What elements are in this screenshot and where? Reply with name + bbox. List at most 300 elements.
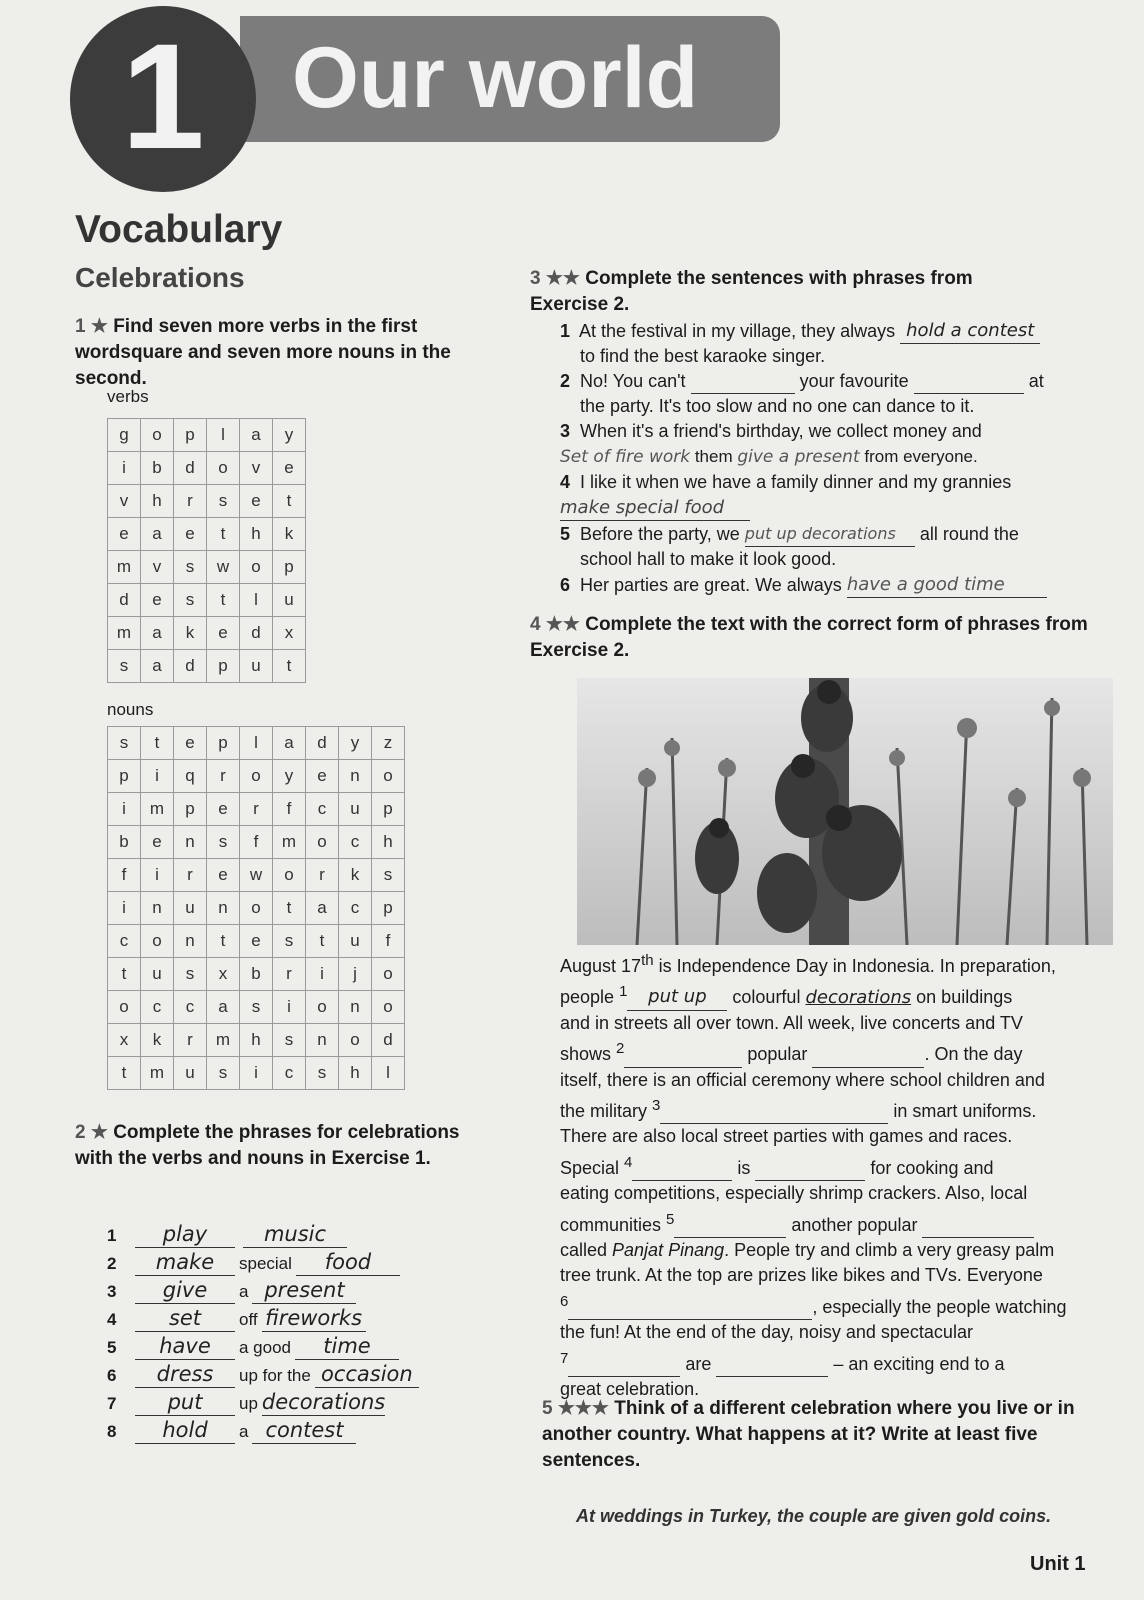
wordsquare-cell[interactable]: l [207, 419, 240, 452]
wordsquare-cell[interactable]: b [108, 826, 141, 859]
ex2-verb-answer[interactable]: give [135, 1278, 235, 1304]
s3-text-b: them [694, 447, 733, 466]
ex1-number: 1 [75, 316, 86, 337]
wordsquare-cell[interactable]: p [273, 551, 306, 584]
wordsquare-cell[interactable]: n [141, 892, 174, 925]
ex2-verb-answer[interactable]: set [135, 1306, 235, 1332]
wordsquare-cell[interactable]: e [108, 518, 141, 551]
wordsquare-cell[interactable]: o [306, 991, 339, 1024]
p14: the fun! At the end of the day, noisy and spectacular [560, 1322, 973, 1343]
ex2-verb-answer[interactable]: play [135, 1222, 235, 1248]
wordsquare-cell[interactable]: a [207, 991, 240, 1024]
wordsquare-cell[interactable]: t [141, 727, 174, 760]
ex4-stars: ★★ [545, 614, 580, 635]
ex4-number: 4 [530, 614, 541, 635]
wordsquare-cell[interactable]: t [273, 892, 306, 925]
ex2-item-number: 3 [107, 1282, 117, 1301]
wordsquare-cell[interactable]: e [207, 859, 240, 892]
wordsquare-cell[interactable]: k [141, 1024, 174, 1057]
gap-5-number: 5 [666, 1210, 675, 1228]
ex4-instruction: Complete the text with the correct form of phrases from Exercise 2. [530, 614, 1088, 661]
wordsquare-cell[interactable]: o [108, 991, 141, 1024]
wordsquare-cell[interactable]: d [372, 1024, 405, 1057]
wordsquare-cell[interactable]: p [372, 892, 405, 925]
wordsquare-cell[interactable]: n [207, 892, 240, 925]
wordsquare-cell[interactable]: v [141, 551, 174, 584]
wordsquare-cell[interactable]: m [108, 617, 141, 650]
wordsquare-cell[interactable]: n [174, 826, 207, 859]
wordsquare-cell[interactable]: r [273, 958, 306, 991]
ex2-instruction: Complete the phrases for celebrations with the verbs and nouns in Exercise 1. [75, 1122, 460, 1169]
ex3-number: 3 [530, 268, 541, 289]
wordsquare-cell[interactable]: o [141, 419, 174, 452]
ex3-sentence-2: 2 No! You can't your favourite at [560, 369, 1100, 394]
ex4-text [560, 948, 1105, 1403]
wordsquare-cell[interactable]: c [174, 991, 207, 1024]
wordsquare-cell[interactable]: c [273, 1057, 306, 1090]
wordsquare-cell[interactable]: o [240, 551, 273, 584]
ex2-item-number: 4 [107, 1310, 117, 1329]
wordsquare-cell[interactable]: i [240, 1057, 273, 1090]
ex2-noun-answer[interactable]: music [243, 1222, 347, 1248]
wordsquare-row [108, 650, 306, 683]
wordsquare-row [108, 1024, 405, 1057]
wordsquare-cell[interactable]: x [273, 617, 306, 650]
wordsquare-cell[interactable]: s [240, 991, 273, 1024]
wordsquare-cell[interactable]: e [240, 925, 273, 958]
wordsquare-cell[interactable]: m [207, 1024, 240, 1057]
ex2-item [107, 1362, 507, 1390]
wordsquare-cell[interactable]: p [108, 760, 141, 793]
wordsquare-cell[interactable]: m [273, 826, 306, 859]
wordsquare-cell[interactable]: e [207, 793, 240, 826]
wordsquare-cell[interactable]: r [207, 760, 240, 793]
s4-text: I like it when we have a family dinner and my grannies [580, 472, 1012, 492]
ex2-verb-answer[interactable]: have [135, 1334, 235, 1360]
s3-answer-2[interactable]: give a present [737, 447, 860, 467]
wordsquare-cell[interactable]: s [306, 1057, 339, 1090]
wordsquare-cell[interactable]: t [207, 518, 240, 551]
ex2-item [107, 1390, 507, 1418]
verbs-wordsquare [107, 418, 306, 683]
wordsquare-cell[interactable]: p [174, 419, 207, 452]
wordsquare-cell[interactable]: d [174, 650, 207, 683]
wordsquare-cell[interactable]: y [273, 760, 306, 793]
wordsquare-cell[interactable]: m [108, 551, 141, 584]
wordsquare-cell[interactable]: l [372, 1057, 405, 1090]
wordsquare-row [108, 452, 306, 485]
wordsquare-cell[interactable]: d [108, 584, 141, 617]
wordsquare-cell[interactable]: u [141, 958, 174, 991]
wordsquare-row [108, 859, 405, 892]
wordsquare-cell[interactable]: i [141, 859, 174, 892]
wordsquare-cell[interactable]: a [306, 892, 339, 925]
wordsquare-cell[interactable]: c [141, 991, 174, 1024]
wordsquare-cell[interactable]: t [207, 925, 240, 958]
wordsquare-row [108, 727, 405, 760]
wordsquare-cell[interactable]: o [372, 760, 405, 793]
s6-text: Her parties are great. We always [580, 575, 842, 595]
wordsquare-cell[interactable]: s [207, 1057, 240, 1090]
wordsquare-cell[interactable]: r [174, 1024, 207, 1057]
wordsquare-cell[interactable]: h [372, 826, 405, 859]
p6b: in smart uniforms. [888, 1101, 1037, 1122]
s2-text-d: the party. It's too slow and no one can dance to it. [580, 396, 975, 416]
p16: great celebration. [560, 1379, 700, 1400]
wordsquare-cell[interactable]: h [240, 518, 273, 551]
s5-text-c: school hall to make it look good. [580, 549, 837, 569]
section-title: Vocabulary [75, 208, 283, 251]
wordsquare-cell[interactable]: b [141, 452, 174, 485]
wordsquare-cell[interactable]: o [306, 826, 339, 859]
p8b: is [732, 1157, 756, 1178]
wordsquare-cell[interactable]: s [207, 485, 240, 518]
nouns-label: nouns [107, 700, 154, 719]
wordsquare-cell[interactable]: i [108, 793, 141, 826]
wordsquare-cell[interactable]: a [141, 617, 174, 650]
ex2-noun-answer[interactable]: food [296, 1250, 400, 1276]
wordsquare-cell[interactable]: u [339, 793, 372, 826]
ex2-verb-answer[interactable]: hold [135, 1418, 235, 1444]
wordsquare-cell[interactable]: o [141, 925, 174, 958]
wordsquare-cell[interactable]: s [174, 551, 207, 584]
wordsquare-cell[interactable]: c [339, 892, 372, 925]
p2b: colourful [727, 987, 806, 1008]
ex2-verb-answer[interactable]: make [135, 1250, 235, 1276]
wordsquare-cell[interactable]: s [174, 958, 207, 991]
ex5-example: At weddings in Turkey, the couple are given gold coins. [576, 1506, 1052, 1526]
p2c: on buildings [911, 987, 1013, 1008]
ex2-item-text: up for the [239, 1366, 311, 1385]
wordsquare-cell[interactable]: w [207, 551, 240, 584]
ex2-noun-answer[interactable]: occasion [315, 1362, 419, 1388]
wordsquare-cell[interactable]: s [108, 650, 141, 683]
ex2-item [107, 1278, 507, 1306]
ex2-item-number: 5 [107, 1338, 117, 1357]
wordsquare-cell[interactable]: s [273, 1024, 306, 1057]
s5-text-b: all round the [919, 524, 1019, 544]
p6a: the military [560, 1101, 653, 1122]
s3-text-c: from everyone. [864, 447, 978, 466]
ex3-sentence-6: 6 Her parties are great. We always have a good time [560, 572, 1100, 598]
ex3-sentence-3: 3 When it's a friend's birthday, we collect money and [560, 421, 982, 441]
ex3-stars: ★★ [545, 268, 580, 289]
wordsquare-row [108, 617, 306, 650]
ex4-instruction-block [530, 612, 1090, 664]
wordsquare-cell[interactable]: i [108, 452, 141, 485]
wordsquare-cell[interactable]: e [240, 485, 273, 518]
ex2-item-text: a [239, 1282, 249, 1301]
ex2-stars: ★ [90, 1122, 108, 1143]
wordsquare-row [108, 1057, 405, 1090]
wordsquare-cell[interactable]: u [240, 650, 273, 683]
ex2-item-text [235, 1226, 243, 1245]
ex2-item-text: up [239, 1394, 258, 1413]
s5-answer[interactable]: put up decorations [745, 521, 915, 547]
gap-3-number: 3 [652, 1097, 661, 1115]
wordsquare-cell[interactable]: x [207, 958, 240, 991]
s3-answer-1[interactable]: Set of fire work [560, 447, 691, 467]
wordsquare-cell[interactable]: e [306, 760, 339, 793]
ex2-item-number: 2 [107, 1254, 117, 1273]
wordsquare-cell[interactable]: i [141, 760, 174, 793]
ex2-phrase-list [107, 1222, 507, 1446]
wordsquare-cell[interactable]: s [108, 727, 141, 760]
unit-number: 1 [70, 6, 256, 192]
wordsquare-cell[interactable]: t [108, 958, 141, 991]
wordsquare-cell[interactable]: p [207, 727, 240, 760]
ex2-noun-answer[interactable]: contest [252, 1418, 356, 1444]
p11b: . People try and climb a very greasy palm [724, 1240, 1055, 1261]
wordsquare-cell[interactable]: a [141, 518, 174, 551]
ex2-number: 2 [75, 1122, 86, 1143]
wordsquare-cell[interactable]: b [240, 958, 273, 991]
wordsquare-cell[interactable]: u [339, 925, 372, 958]
wordsquare-cell[interactable]: k [273, 518, 306, 551]
wordsquare-cell[interactable]: k [339, 859, 372, 892]
wordsquare-cell[interactable]: u [273, 584, 306, 617]
ex2-item [107, 1334, 507, 1362]
wordsquare-row [108, 793, 405, 826]
wordsquare-cell[interactable]: p [207, 650, 240, 683]
ex3-instruction-block [530, 266, 1050, 318]
wordsquare-cell[interactable]: p [372, 793, 405, 826]
p3: and in streets all over town. All week, live concerts and TV [560, 1012, 1023, 1033]
gap-7b[interactable] [716, 1376, 828, 1377]
wordsquare-cell[interactable]: y [273, 419, 306, 452]
wordsquare-cell[interactable]: g [108, 419, 141, 452]
wordsquare-cell[interactable]: v [240, 452, 273, 485]
p2a: people [560, 987, 620, 1008]
wordsquare-row [108, 518, 306, 551]
wordsquare-cell[interactable]: s [273, 925, 306, 958]
wordsquare-cell[interactable]: d [306, 727, 339, 760]
ex2-item [107, 1250, 507, 1278]
wordsquare-row [108, 760, 405, 793]
wordsquare-cell[interactable]: f [273, 793, 306, 826]
wordsquare-cell[interactable]: t [306, 925, 339, 958]
gap-1-answer-2[interactable]: decorations [805, 987, 912, 1009]
wordsquare-cell[interactable]: a [141, 650, 174, 683]
gap-6-number: 6 [560, 1292, 569, 1310]
wordsquare-cell[interactable]: e [141, 826, 174, 859]
wordsquare-cell[interactable]: e [174, 727, 207, 760]
wordsquare-cell[interactable]: m [141, 793, 174, 826]
ex2-item-text: special [239, 1254, 292, 1273]
ex5-instruction-block [542, 1396, 1122, 1474]
ex5-stars: ★★★ [557, 1398, 609, 1419]
s4-answer[interactable]: make special food [560, 495, 750, 521]
ex3-instruction: Complete the sentences with phrases from Exercise 2. [530, 268, 973, 315]
p1b: is Independence Day in Indonesia. In preparation, [653, 956, 1056, 976]
p4a: shows [560, 1044, 617, 1065]
gap-2-number: 2 [616, 1040, 625, 1058]
gap-7-number: 7 [560, 1349, 569, 1367]
wordsquare-cell[interactable]: t [207, 584, 240, 617]
wordsquare-cell[interactable]: o [240, 760, 273, 793]
wordsquare-cell[interactable]: o [273, 859, 306, 892]
wordsquare-row [108, 958, 405, 991]
p15c: – an exciting end to a [828, 1353, 1005, 1374]
p5: itself, there is an official ceremony where school children and [560, 1069, 1045, 1090]
wordsquare-cell[interactable]: u [174, 892, 207, 925]
gap-1-answer[interactable]: put up [627, 984, 727, 1010]
wordsquare-cell[interactable]: n [339, 991, 372, 1024]
ex2-item-text: a good [239, 1338, 291, 1357]
p7: There are also local street parties with games and races. [560, 1126, 1013, 1147]
wordsquare-cell[interactable]: q [174, 760, 207, 793]
wordsquare-cell[interactable]: n [306, 1024, 339, 1057]
wordsquare-cell[interactable]: c [306, 793, 339, 826]
p12: tree trunk. At the top are prizes like bikes and TVs. Everyone [560, 1265, 1043, 1286]
wordsquare-cell[interactable]: u [174, 1057, 207, 1090]
wordsquare-cell[interactable]: e [141, 584, 174, 617]
wordsquare-cell[interactable]: f [372, 925, 405, 958]
ex2-noun-answer[interactable]: decorations [261, 1390, 386, 1414]
ex1-instruction: Find seven more verbs in the first wordsquare and seven more nouns in the second. [75, 316, 451, 389]
wordsquare-cell[interactable]: h [240, 1024, 273, 1057]
ex3-sentence-5: 5 Before the party, we put up decorations all round the [560, 521, 1100, 547]
wordsquare-cell[interactable]: s [174, 584, 207, 617]
ex2-item-number: 7 [107, 1394, 117, 1413]
wordsquare-cell[interactable]: a [273, 727, 306, 760]
wordsquare-cell[interactable]: e [207, 617, 240, 650]
wordsquare-row [108, 892, 405, 925]
wordsquare-cell[interactable]: p [174, 793, 207, 826]
ex1-instruction-block [75, 314, 495, 392]
p8c: for cooking and [865, 1157, 994, 1178]
p1-sup: th [641, 952, 654, 969]
ex2-item [107, 1306, 507, 1334]
page-footer: Unit 1 [1030, 1553, 1086, 1575]
wordsquare-row [108, 485, 306, 518]
ex2-verb-answer[interactable]: put [135, 1390, 235, 1416]
p11a: called [560, 1240, 613, 1261]
p4c: . On the day [924, 1044, 1023, 1065]
wordsquare-row [108, 419, 306, 452]
ex2-noun-answer[interactable]: present [252, 1278, 356, 1304]
wordsquare-cell[interactable]: o [339, 1024, 372, 1057]
ex3-sentence-1: 1 At the festival in my village, they always hold a contest [560, 318, 1100, 344]
p13b: , especially the people watching [812, 1296, 1067, 1317]
section-subtitle: Celebrations [75, 262, 245, 293]
photo-illustration [577, 678, 1113, 945]
ex5-number: 5 [542, 1398, 553, 1419]
wordsquare-cell[interactable]: i [108, 892, 141, 925]
wordsquare-cell[interactable]: a [240, 419, 273, 452]
wordsquare-cell[interactable]: x [108, 1024, 141, 1057]
wordsquare-cell[interactable]: o [372, 991, 405, 1024]
wordsquare-cell[interactable]: i [273, 991, 306, 1024]
ex2-noun-answer[interactable]: time [295, 1334, 399, 1360]
wordsquare-cell[interactable]: l [240, 584, 273, 617]
wordsquare-cell[interactable]: l [240, 727, 273, 760]
nouns-wordsquare [107, 726, 405, 1090]
s1-text: At the festival in my village, they always [579, 321, 896, 341]
wordsquare-cell[interactable]: k [174, 617, 207, 650]
wordsquare-cell[interactable]: s [207, 826, 240, 859]
wordsquare-cell[interactable]: z [372, 727, 405, 760]
p8a: Special [560, 1157, 625, 1178]
unit-title: Our world [240, 16, 780, 142]
p1: August 17 [560, 956, 642, 976]
wordsquare-cell[interactable]: n [174, 925, 207, 958]
ex2-verb-answer[interactable]: dress [135, 1362, 235, 1388]
wordsquare-cell[interactable]: c [108, 925, 141, 958]
wordsquare-cell[interactable]: o [207, 452, 240, 485]
wordsquare-row [108, 826, 405, 859]
p10b: another popular [786, 1214, 923, 1235]
verbs-label: verbs [107, 387, 149, 406]
s1-answer[interactable]: hold a contest [900, 318, 1040, 344]
wordsquare-cell[interactable]: r [174, 859, 207, 892]
wordsquare-cell[interactable]: v [108, 485, 141, 518]
wordsquare-row [108, 584, 306, 617]
gap-4-number: 4 [624, 1153, 633, 1171]
wordsquare-cell[interactable]: m [141, 1057, 174, 1090]
s3-line-2 [560, 444, 1100, 470]
wordsquare-cell[interactable]: r [306, 859, 339, 892]
wordsquare-cell[interactable]: w [240, 859, 273, 892]
s5-text: Before the party, we [580, 524, 740, 544]
wordsquare-cell[interactable]: j [339, 958, 372, 991]
wordsquare-row [108, 991, 405, 1024]
s6-answer[interactable]: have a good time [847, 572, 1047, 598]
s2-text-b: your favourite [799, 371, 909, 391]
wordsquare-cell[interactable]: f [108, 859, 141, 892]
ex1-stars: ★ [90, 316, 108, 337]
ex2-item-number: 8 [107, 1422, 117, 1441]
wordsquare-cell[interactable]: t [108, 1057, 141, 1090]
ex2-noun-answer[interactable]: fireworks [262, 1306, 366, 1332]
ex3-sentences [560, 318, 1100, 598]
wordsquare-cell[interactable]: y [339, 727, 372, 760]
ex3-sentence-4: 4 I like it when we have a family dinner and my grannies [560, 472, 1012, 492]
wordsquare-cell[interactable]: r [240, 793, 273, 826]
wordsquare-cell[interactable]: h [339, 1057, 372, 1090]
wordsquare-cell[interactable]: t [273, 650, 306, 683]
p15b: are [680, 1353, 717, 1374]
ex5-instruction: Think of a different celebration where you live or in another country. What happens at it? Write at least five sentences. [542, 1398, 1075, 1471]
wordsquare-cell[interactable]: e [273, 452, 306, 485]
p9: eating competitions, especially shrimp crackers. Also, local [560, 1183, 1028, 1204]
wordsquare-cell[interactable]: o [372, 958, 405, 991]
wordsquare-cell[interactable]: e [174, 518, 207, 551]
ex2-instruction-block [75, 1120, 495, 1172]
wordsquare-cell[interactable]: h [141, 485, 174, 518]
wordsquare-cell[interactable]: d [240, 617, 273, 650]
wordsquare-cell[interactable]: c [339, 826, 372, 859]
wordsquare-cell[interactable]: t [273, 485, 306, 518]
p4b: popular [742, 1044, 813, 1065]
ex2-item [107, 1222, 507, 1250]
ex2-item-text: off [239, 1310, 258, 1329]
ex2-item-text: a [239, 1422, 249, 1441]
wordsquare-cell[interactable]: r [174, 485, 207, 518]
gap-1-number: 1 [619, 983, 628, 1001]
wordsquare-row [108, 551, 306, 584]
s2-text: No! You can't [580, 371, 686, 391]
wordsquare-cell[interactable]: o [240, 892, 273, 925]
wordsquare-cell[interactable]: d [174, 452, 207, 485]
ex2-item [107, 1418, 507, 1446]
wordsquare-cell[interactable]: f [240, 826, 273, 859]
wordsquare-cell[interactable]: n [339, 760, 372, 793]
wordsquare-cell[interactable]: i [306, 958, 339, 991]
s2-text-c: at [1028, 371, 1044, 391]
panjat-pinang: Panjat Pinang [612, 1240, 725, 1261]
wordsquare-cell[interactable]: s [372, 859, 405, 892]
